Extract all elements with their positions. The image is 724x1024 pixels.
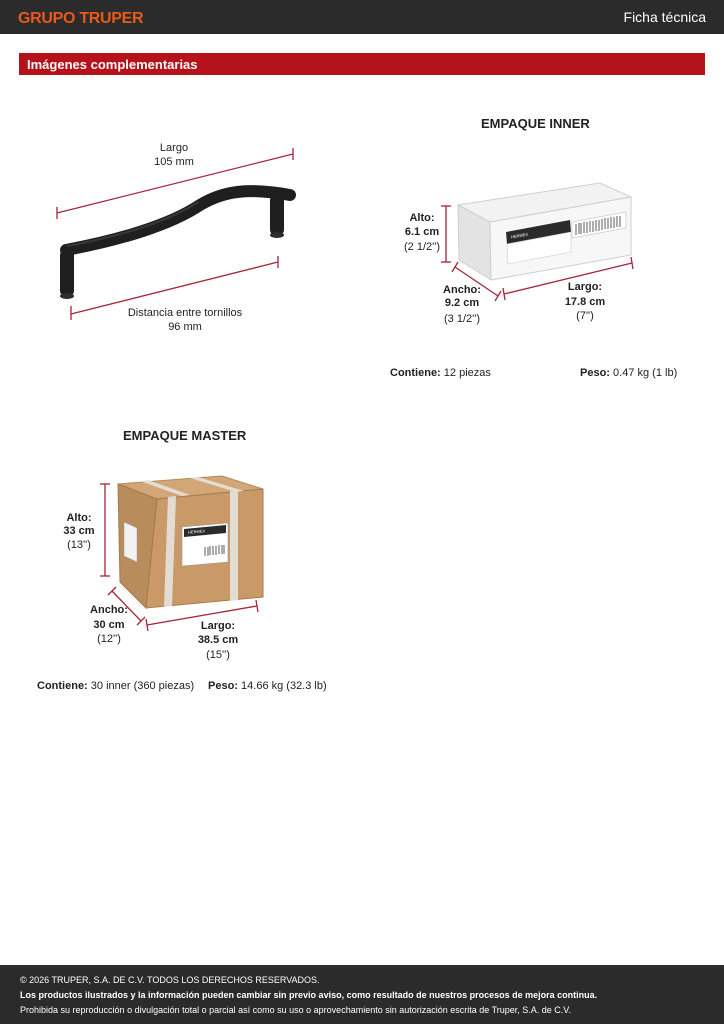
document-type: Ficha técnica	[623, 9, 706, 25]
footer-copyright: © 2026 TRUPER, S.A. DE C.V. TODOS LOS DERECHOS RESERVADOS.	[20, 975, 320, 985]
inner-ancho-label: Ancho:	[443, 284, 481, 296]
master-box-brand: HERMEX	[187, 528, 206, 535]
footer-prohibition: Prohibida su reproducción o divulgación total o parcial así como su uso o aprovechamiento sin autorización escrita de Truper, S.A. de C.V.	[20, 1005, 571, 1015]
inner-alto-label: Alto:	[409, 212, 435, 224]
master-alto-label: Alto:	[66, 512, 92, 524]
inner-ancho-inches: (3 1/2'')	[444, 313, 480, 325]
inner-box-brand: HERMEX	[510, 231, 529, 240]
master-ancho-label: Ancho:	[90, 604, 128, 616]
inner-contiene: Contiene: 12 piezas	[390, 367, 491, 379]
master-contiene: Contiene: 30 inner (360 piezas)	[37, 680, 195, 692]
product-largo-value: 105 mm	[154, 156, 194, 168]
master-alto-inches: (13'')	[67, 539, 91, 551]
inner-alto-inches: (2 1/2'')	[404, 241, 440, 253]
footer	[0, 965, 724, 1024]
footer-notice: Los productos ilustrados y la información pueden cambiar sin previo aviso, como resultado de nuestros procesos de mejora continua.	[20, 990, 598, 1000]
inner-ancho-value: 9.2 cm	[444, 297, 480, 309]
master-ancho-inches: (12'')	[97, 633, 121, 645]
master-peso: Peso: 14.66 kg (32.3 lb)	[208, 680, 327, 692]
product-distancia-label: Distancia entre tornillos	[127, 307, 243, 319]
master-largo-value: 38.5 cm	[197, 634, 239, 646]
master-largo-label: Largo:	[200, 620, 236, 632]
product-largo-label: Largo	[159, 142, 189, 154]
master-title: EMPAQUE MASTER	[123, 428, 247, 443]
inner-largo-value: 17.8 cm	[564, 296, 606, 308]
master-ancho-value: 30 cm	[93, 619, 125, 631]
inner-largo-label: Largo:	[567, 281, 603, 293]
handle-illustration	[57, 148, 293, 320]
product-distancia-value: 96 mm	[168, 321, 202, 333]
master-alto-value: 33 cm	[63, 525, 95, 537]
inner-title: EMPAQUE INNER	[481, 116, 590, 131]
inner-alto-value: 6.1 cm	[404, 226, 440, 238]
section-title: Imágenes complementarias	[27, 57, 198, 72]
inner-peso: Peso: 0.47 kg (1 lb)	[580, 367, 678, 379]
master-largo-inches: (15'')	[206, 649, 230, 661]
inner-largo-inches: (7'')	[576, 310, 594, 322]
brand-logo: GRUPO TRUPER	[18, 10, 144, 27]
